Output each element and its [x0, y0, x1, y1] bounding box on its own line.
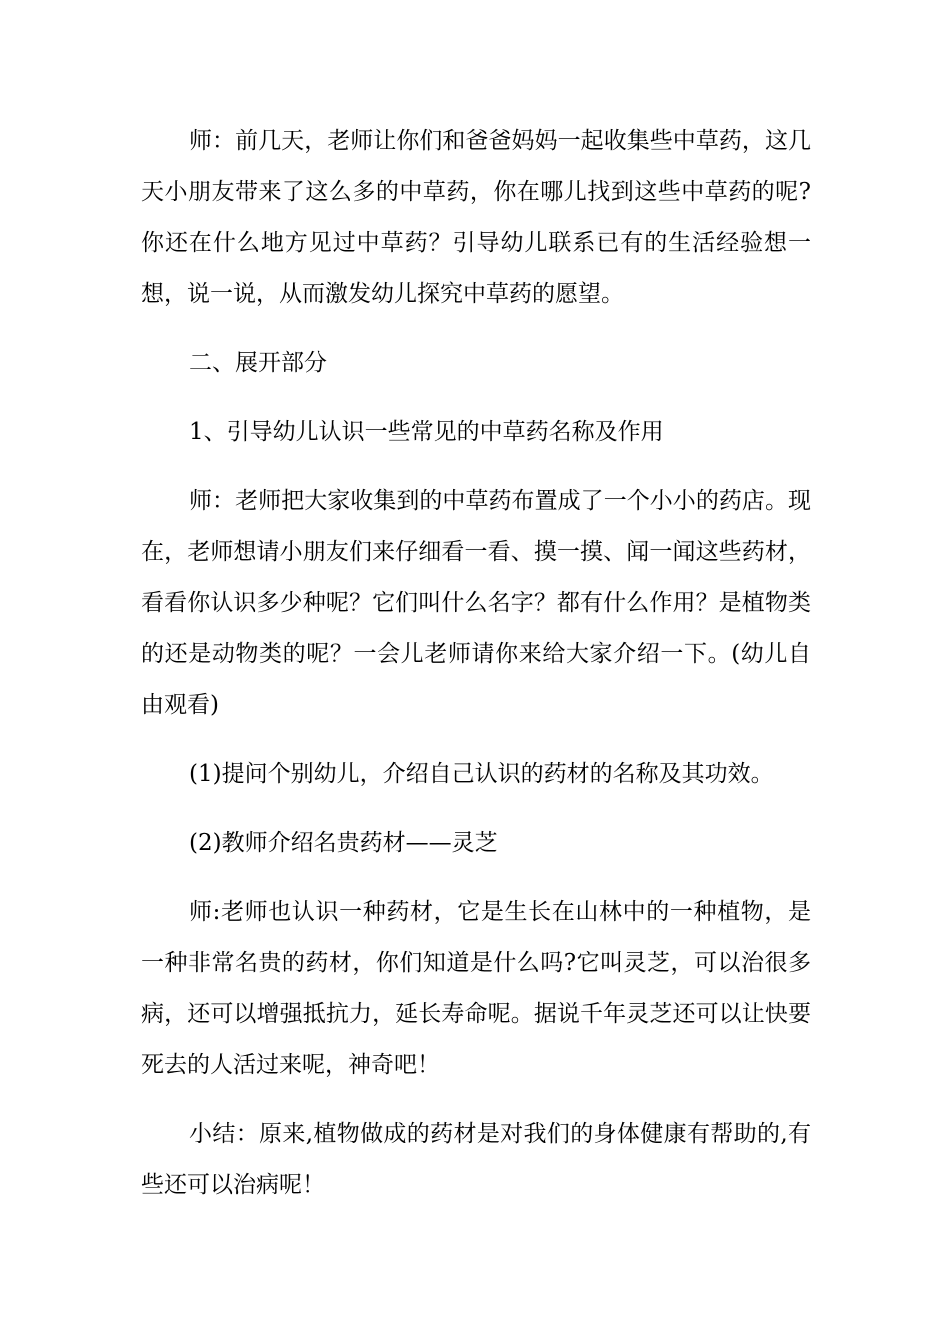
paragraph-teacher-pharmacy: 师：老师把大家收集到的中草药布置成了一个小小的药店。现在，老师想请小朋友们来仔细看一看、摸一摸、闻一闻这些药材，看看你认识多少种呢？它们叫什么名字？都有什么作用？是植物类的还是动物类的呢？一会儿老师请你来给大家介绍一下。(幼儿自由观看) [141, 488, 811, 718]
paragraph-teacher-lingzhi: 师:老师也认识一种药材，它是生长在山林中的一种植物，是一种非常名贵的药材，你们知道是什么吗?它叫灵芝，可以治很多病，还可以增强抵抗力，延长寿命呢。据说千年灵芝还可以让快要死去的人活过来呢，神奇吧！ [141, 899, 811, 1078]
list-item-1: (1)提问个别幼儿，介绍自己认识的药材的名称及其功效。 [189, 761, 774, 787]
paragraph-teacher-intro: 师：前几天，老师让你们和爸爸妈妈一起收集些中草药，这几天小朋友带来了这么多的中草药，你在哪儿找到这些中草药的呢?你还在什么地方见过中草药？引导幼儿联系已有的生活经验想一想，说一说，从而激发幼儿探究中草药的愿望。 [141, 128, 811, 307]
section-heading-development: 二、展开部分 [189, 350, 327, 376]
subheading-step-1: 1、引导幼儿认识一些常见的中草药名称及作用 [189, 419, 664, 445]
list-item-2: (2)教师介绍名贵药材——灵芝 [189, 830, 498, 856]
document-body [141, 116, 811, 1211]
paragraph-summary: 小结：原来,植物做成的药材是对我们的身体健康有帮助的,有些还可以治病呢！ [141, 1121, 811, 1198]
